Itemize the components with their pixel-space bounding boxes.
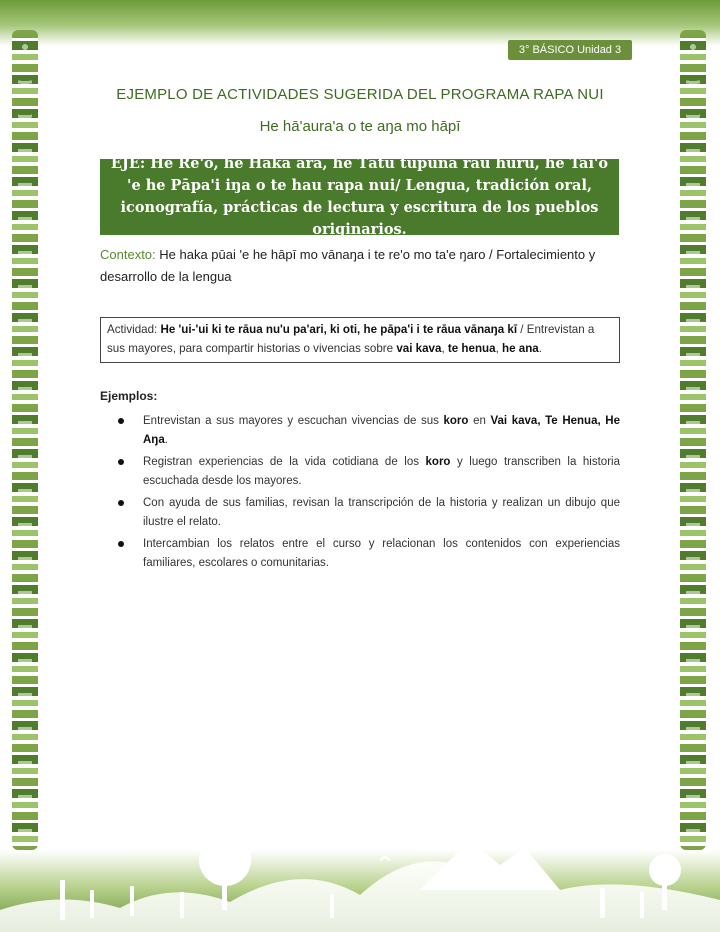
left-decorative-border: [12, 30, 38, 850]
bullet-icon: [118, 541, 124, 547]
eje-text: EJE: He Re'o, he Haka ara, he Tātū tupuna rau huru, he Tai'o 'e he Pāpa'i iŋa o te hau rapa nui/ Lengua, tradición oral, iconografía, prácticas de lectura y escritura de los pueblos originarios.: [110, 155, 609, 238]
bottom-landscape-illustration: [0, 820, 720, 932]
actividad-box: [100, 317, 620, 363]
actividad-separator: ,: [495, 342, 503, 355]
page-title: EJEMPLO DE ACTIVIDADES SUGERIDA DEL PROGRAMA RAPA NUI: [116, 86, 604, 103]
list-item-text: .: [164, 433, 168, 446]
actividad-keyword-he-ana: he ana: [502, 342, 539, 355]
list-item: [118, 412, 620, 449]
grade-badge: 3° BÁSICO Unidad 3: [508, 40, 632, 60]
list-item-text: Con ayuda de sus familias, revisan la transcripción de la historia y realizan un dibujo que ilustre el relato.: [143, 497, 620, 528]
bullet-icon: [118, 418, 124, 424]
actividad-keyword-te-henua: te henua: [447, 342, 496, 355]
page-subtitle: He hā'aura'a o te aŋa mo hāpī: [259, 118, 461, 135]
contexto-paragraph: [100, 244, 620, 288]
actividad-keyword-vai-kava: vai kava: [396, 342, 442, 355]
list-item-text: Intercambian los relatos entre el curso y relacionan los contenidos con experiencias familiares, escolares o comunitarias.: [143, 538, 620, 569]
list-item-text: Registran experiencias de la vida cotidiana de los: [143, 456, 426, 468]
bullet-icon: [118, 459, 124, 465]
list-item: [118, 535, 620, 572]
eje-banner: [100, 155, 619, 238]
list-item-bold: Vai kava, Te Henua, He Aŋa: [143, 415, 620, 446]
list-item-text: y luego transcriben la historia escuchada desde los mayores.: [143, 456, 620, 487]
actividad-separator: ,: [441, 342, 448, 355]
actividad-label: Actividad:: [107, 323, 161, 336]
list-item-bold: koro: [425, 456, 451, 468]
contexto-label: Contexto:: [100, 247, 156, 262]
list-item: [118, 453, 620, 490]
ejemplos-heading: Ejemplos:: [100, 389, 158, 403]
ejemplos-list: [118, 412, 620, 576]
contexto-text: He haka pūai 'e he hāpī mo vānaŋa i te re'o mo ta'e ŋaro / Fortalecimiento y desarrollo de la lengua: [100, 247, 596, 284]
list-item-text: en: [468, 415, 491, 427]
list-item: [118, 494, 620, 531]
actividad-text: / Entrevistan a sus mayores, para compartir historias o vivencias sobre: [107, 323, 595, 355]
bullet-icon: [118, 500, 124, 506]
right-decorative-border: [680, 30, 706, 850]
list-item-bold: koro: [443, 415, 469, 427]
actividad-end: .: [538, 342, 542, 355]
list-item-text: Entrevistan a sus mayores y escuchan vivencias de sus: [143, 415, 444, 427]
actividad-rapanui: He 'ui-'ui ki te rāua nu'u pa'ari, ki oti, he pāpa'i i te rāua vānaŋa kī: [160, 323, 518, 336]
